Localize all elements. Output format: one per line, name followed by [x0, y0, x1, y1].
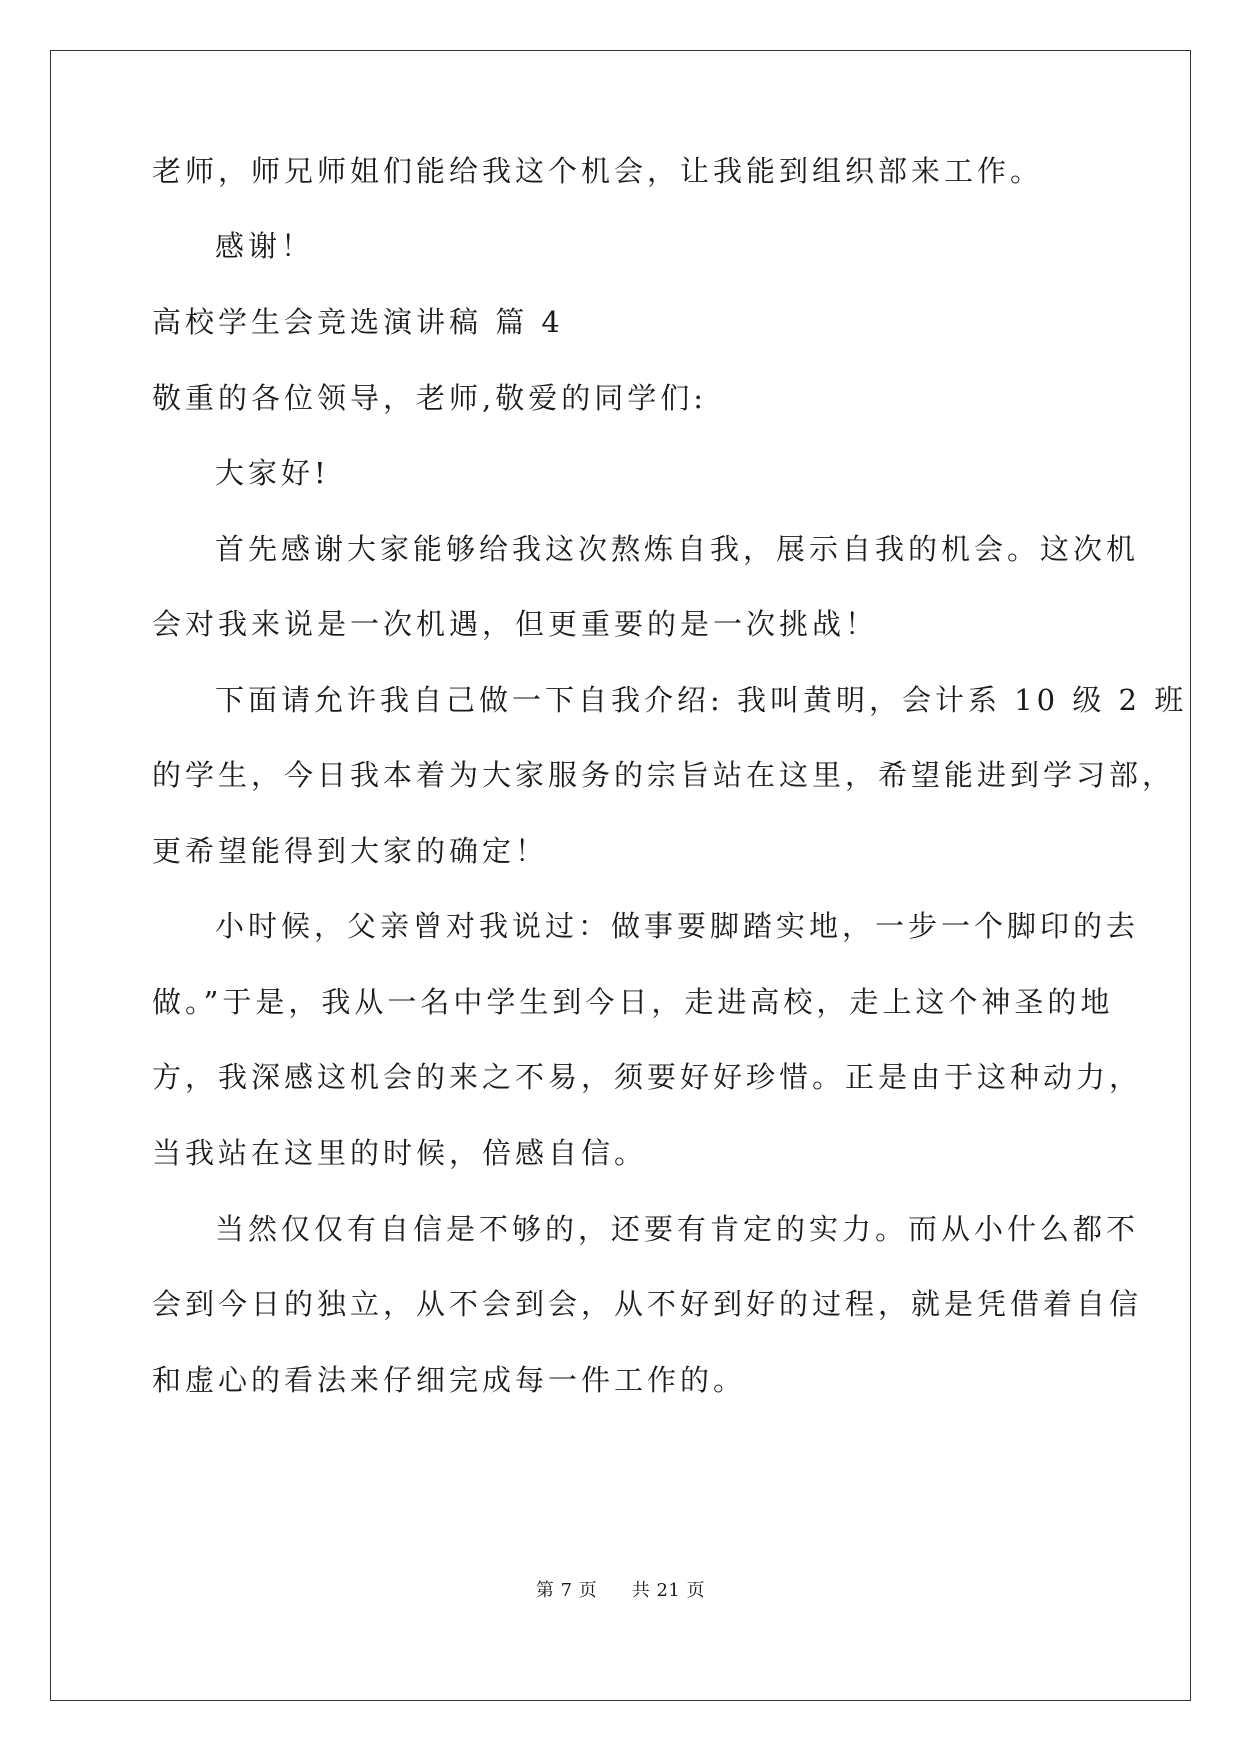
greeting-line: 大家好! [215, 456, 330, 490]
paragraph-line: 会到今日的独立，从不会到会，从不好到好的过程，就是凭借着自信 [152, 1287, 1143, 1321]
section-heading: 高校学生会竞选演讲稿 篇 4 [152, 305, 564, 339]
paragraph-line: 小时候，父亲曾对我说过：做事要脚踏实地，一步一个脚印的去 [215, 909, 1140, 943]
paragraph-line: 当我站在这里的时候，倍感自信。 [152, 1136, 648, 1170]
paragraph-line: 下面请允许我自己做一下自我介绍: 我叫黄明，会计系 10 级 2 班 [215, 683, 1188, 717]
paragraph-line: 更希望能得到大家的确定！ [152, 834, 549, 868]
paragraph-line: 首先感谢大家能够给我这次熬炼自我，展示自我的机会。这次机 [215, 532, 1140, 566]
paragraph-line: 老师，师兄师姐们能给我这个机会，让我能到组织部来工作。 [152, 154, 1044, 188]
paragraph-line: 和虚心的看法来仔细完成每一件工作的。 [152, 1363, 747, 1397]
page-footer [0, 1579, 1241, 1603]
paragraph-line: 做。”于是，我从一名中学生到今日，走进高校，走上这个神圣的地 [152, 985, 1114, 1019]
paragraph-line: 当然仅仅有自信是不够的，还要有肯定的实力。而从小什么都不 [215, 1212, 1140, 1246]
paragraph-line: 感谢！ [215, 229, 315, 263]
salutation-line: 敬重的各位领导，老师,敬爱的同学们: [152, 381, 707, 415]
page-number: 第 7 页 [535, 1580, 598, 1601]
paragraph-line: 的学生，今日我本着为大家服务的宗旨站在这里，希望能进到学习部， [152, 758, 1176, 792]
paragraph-line: 会对我来说是一次机遇，但更重要的是一次挑战！ [152, 607, 879, 641]
page-total: 共 21 页 [631, 1580, 706, 1601]
paragraph-line: 方，我深感这机会的来之不易，须要好好珍惜。正是由于这种动力， [152, 1060, 1143, 1094]
page-frame [50, 50, 1191, 1701]
